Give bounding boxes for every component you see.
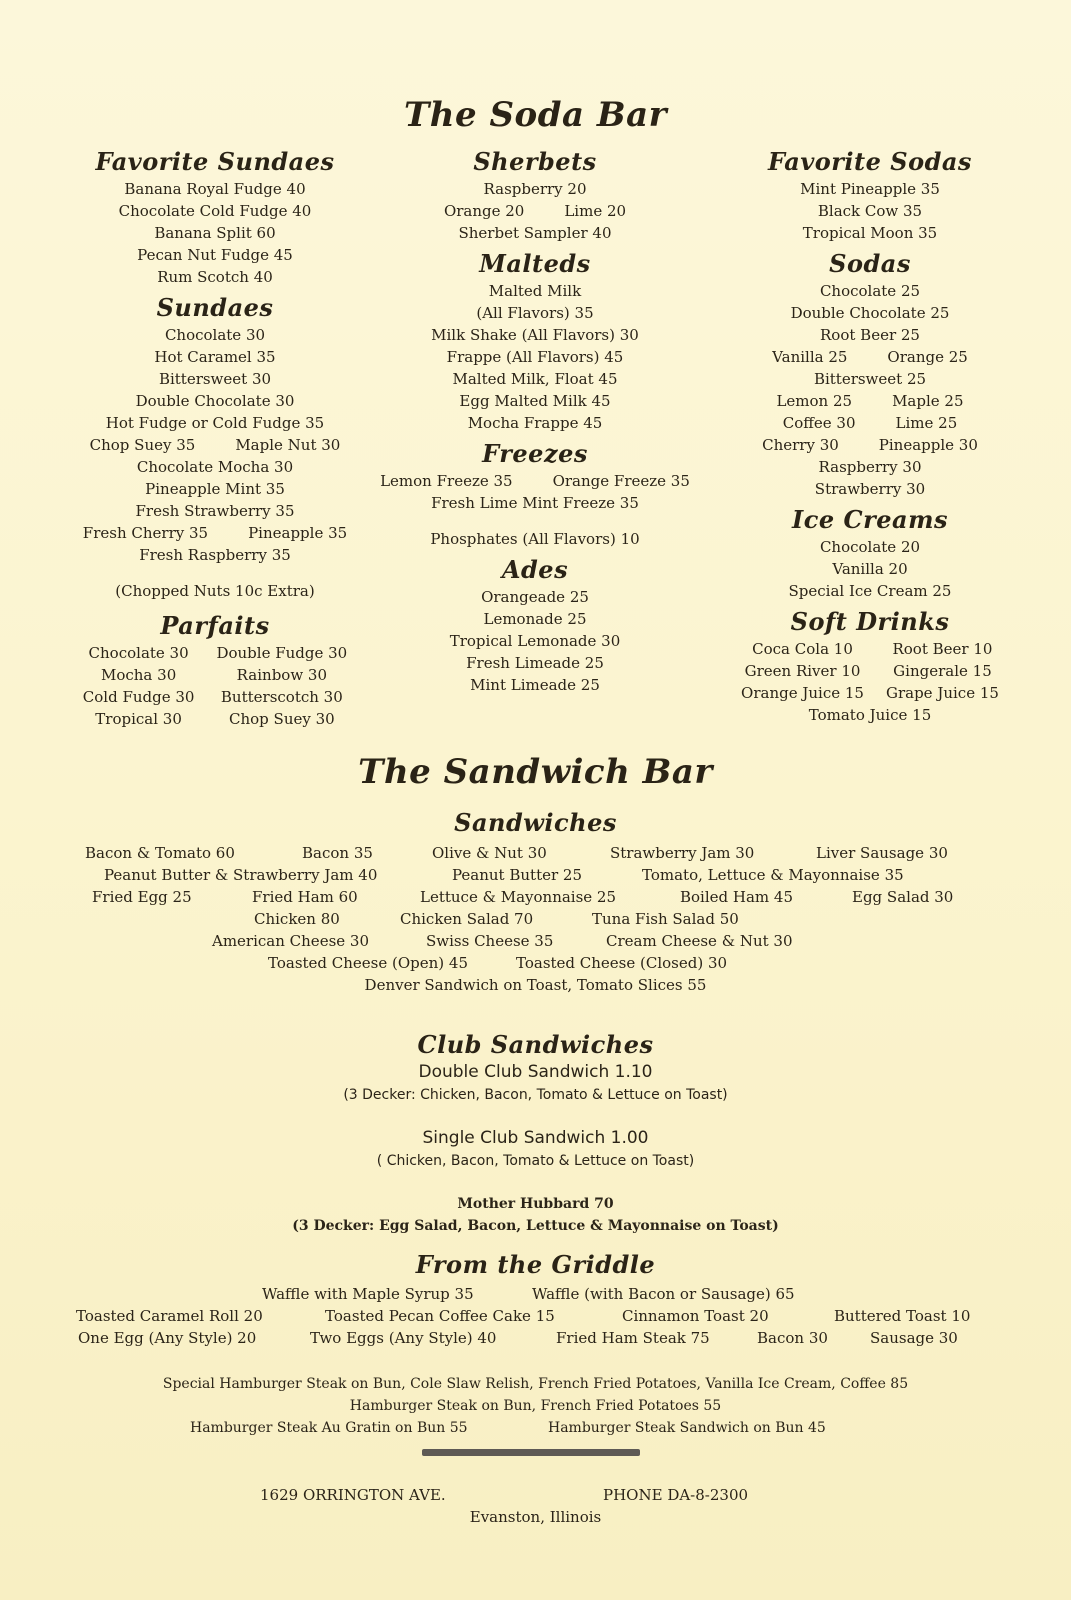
menu-item: Bacon 35 <box>302 844 373 862</box>
menu-item: Liver Sausage 30 <box>816 844 948 862</box>
menu-item: Fresh Strawberry 35 <box>135 502 295 520</box>
right-column <box>705 142 1035 726</box>
menu-item: Cold Fudge 30 <box>82 688 195 706</box>
menu-item: Pineapple Mint 35 <box>145 480 285 498</box>
menu-item: Egg Salad 30 <box>852 888 954 906</box>
parfaits-grid <box>55 642 375 730</box>
malteds-title: Malteds <box>479 249 591 278</box>
menu-item: Mint Pineapple 35 <box>800 180 940 198</box>
menu-item: Bittersweet 25 <box>813 370 927 388</box>
menu-item: Mint Limeade 25 <box>470 676 600 694</box>
menu-item: Bittersweet 30 <box>158 370 272 388</box>
address: 1629 ORRINGTON AVE. <box>260 1486 446 1504</box>
menu-item-pair <box>705 346 1035 368</box>
menu-item: Rum Scotch 40 <box>157 268 273 286</box>
menu-item: Chop Suey 35 <box>89 436 196 454</box>
menu-item: Peanut Butter 25 <box>452 866 582 884</box>
club-sandwiches-title: Club Sandwiches <box>417 1030 654 1059</box>
menu-item: Raspberry 30 <box>818 458 922 476</box>
menu-item: Lemon 25 <box>776 392 853 410</box>
menu-item: Chocolate 20 <box>819 538 921 556</box>
menu-item: Strawberry Jam 30 <box>610 844 755 862</box>
menu-item-description: (3 Decker: Chicken, Bacon, Tomato & Lettuce on Toast) <box>343 1087 728 1103</box>
menu-item: Lime 25 <box>895 414 958 432</box>
menu-item: Boiled Ham 45 <box>680 888 793 906</box>
menu-item: Single Club Sandwich 1.00 <box>422 1128 649 1148</box>
menu-item: Tropical 30 <box>95 710 182 728</box>
menu-item: Chicken 80 <box>254 910 340 928</box>
sandwich-bar-title: The Sandwich Bar <box>358 752 713 792</box>
menu-item: Milk Shake (All Flavors) 30 <box>431 326 639 344</box>
menu-item: Toasted Cheese (Closed) 30 <box>516 954 728 972</box>
menu-item: Lemonade 25 <box>483 610 587 628</box>
menu-item: Malted Milk <box>488 282 582 300</box>
menu-item: Malted Milk, Float 45 <box>452 370 618 388</box>
left-column <box>55 142 375 730</box>
menu-item: Toasted Cheese (Open) 45 <box>268 954 469 972</box>
menu-item: Hamburger Steak Sandwich on Bun 45 <box>548 1420 826 1436</box>
menu-item: Orangeade 25 <box>481 588 589 606</box>
griddle-title: From the Griddle <box>415 1250 656 1279</box>
middle-column <box>365 142 705 696</box>
menu-item: Double Fudge 30 <box>216 644 348 662</box>
menu-item: Coca Cola 10 <box>752 640 853 658</box>
menu-item: Orange Freeze 35 <box>552 472 690 490</box>
soft-drinks-grid <box>705 638 1035 704</box>
phosphates-item: Phosphates (All Flavors) 10 <box>430 530 640 548</box>
menu-item: American Cheese 30 <box>212 932 369 950</box>
menu-item: Chocolate Mocha 30 <box>136 458 294 476</box>
menu-item: Tropical Moon 35 <box>802 224 938 242</box>
menu-item: Fried Ham 60 <box>252 888 358 906</box>
menu-item: Pineapple 30 <box>878 436 978 454</box>
favorite-sundaes-title: Favorite Sundaes <box>95 147 335 176</box>
menu-item: Hamburger Steak on Bun, French Fried Potatoes 55 <box>349 1398 722 1414</box>
menu-item: Black Cow 35 <box>817 202 923 220</box>
menu-item: Chop Suey 30 <box>229 710 335 728</box>
menu-item-pair <box>705 434 1035 456</box>
menu-item: Frappe (All Flavors) 45 <box>446 348 624 366</box>
menu-item: Hot Fudge or Cold Fudge 35 <box>105 414 325 432</box>
soda-bar-title: The Soda Bar <box>403 95 668 135</box>
menu-item: Chocolate 30 <box>88 644 189 662</box>
menu-item: Gingerale 15 <box>893 662 992 680</box>
ades-title: Ades <box>501 555 569 584</box>
menu-item: Cinnamon Toast 20 <box>622 1307 769 1325</box>
menu-item: Cream Cheese & Nut 30 <box>606 932 793 950</box>
menu-item: (All Flavors) 35 <box>476 304 594 322</box>
menu-item: Root Beer 10 <box>892 640 993 658</box>
menu-item: Sausage 30 <box>870 1329 958 1347</box>
menu-item: Banana Royal Fudge 40 <box>124 180 306 198</box>
menu-item-pair <box>55 522 375 544</box>
menu-item: Hot Caramel 35 <box>154 348 276 366</box>
menu-item: Orange 25 <box>887 348 968 366</box>
menu-item: Lemon Freeze 35 <box>380 472 513 490</box>
city: Evanston, Illinois <box>469 1508 602 1526</box>
sodas-title: Sodas <box>829 249 911 278</box>
menu-item: Root Beer 25 <box>820 326 920 344</box>
menu-item: Pecan Nut Fudge 45 <box>137 246 293 264</box>
menu-item: Bacon 30 <box>757 1329 828 1347</box>
menu-item: Coffee 30 <box>782 414 856 432</box>
menu-item: Double Chocolate 25 <box>790 304 950 322</box>
menu-item: Pineapple 35 <box>248 524 348 542</box>
menu-item-description: ( Chicken, Bacon, Tomato & Lettuce on Toast) <box>376 1153 695 1169</box>
menu-item: Special Ice Cream 25 <box>788 582 952 600</box>
phone: PHONE DA-8-2300 <box>603 1486 749 1504</box>
menu-item: Orange Juice 15 <box>741 684 864 702</box>
menu-item: Fresh Raspberry 35 <box>139 546 291 564</box>
ice-creams-title: Ice Creams <box>792 505 948 534</box>
menu-item: Tuna Fish Salad 50 <box>592 910 739 928</box>
menu-item: Banana Split 60 <box>154 224 276 242</box>
menu-item: Fresh Lime Mint Freeze 35 <box>431 494 639 512</box>
menu-item: Toasted Caramel Roll 20 <box>76 1307 263 1325</box>
menu-item: Vanilla 20 <box>832 560 908 578</box>
menu-item: Fresh Limeade 25 <box>466 654 604 672</box>
menu-item: Tropical Lemonade 30 <box>449 632 621 650</box>
menu-item: Waffle with Maple Syrup 35 <box>262 1285 474 1303</box>
menu-item: Sherbet Sampler 40 <box>458 224 612 242</box>
menu-item-pair <box>365 200 705 222</box>
sherbets-title: Sherbets <box>473 147 597 176</box>
menu-item: Swiss Cheese 35 <box>426 932 554 950</box>
menu-item-description: (3 Decker: Egg Salad, Bacon, Lettuce & Mayonnaise on Toast) <box>292 1218 779 1234</box>
menu-item-pair <box>705 412 1035 434</box>
menu-item: Chocolate 30 <box>164 326 266 344</box>
sundaes-title: Sundaes <box>156 293 274 322</box>
parfaits-title: Parfaits <box>160 611 270 640</box>
menu-item: Chocolate 25 <box>819 282 921 300</box>
menu-item: Buttered Toast 10 <box>834 1307 971 1325</box>
menu-item: Grape Juice 15 <box>885 684 999 702</box>
sundaes-note: (Chopped Nuts 10c Extra) <box>115 582 315 600</box>
menu-item: Tomato Juice 15 <box>808 706 932 724</box>
menu-item: Raspberry 20 <box>483 180 587 198</box>
menu-item: Two Eggs (Any Style) 40 <box>310 1329 497 1347</box>
menu-item: Double Chocolate 30 <box>135 392 295 410</box>
menu-item: Maple Nut 30 <box>235 436 341 454</box>
menu-item: Orange 20 <box>443 202 525 220</box>
favorite-sodas-title: Favorite Sodas <box>768 147 972 176</box>
menu-item: Fresh Cherry 35 <box>82 524 209 542</box>
menu-item: Maple 25 <box>892 392 964 410</box>
menu-item: Toasted Pecan Coffee Cake 15 <box>325 1307 555 1325</box>
menu-item: Butterscotch 30 <box>220 688 343 706</box>
menu-item: Cherry 30 <box>762 436 839 454</box>
menu-item: Mother Hubbard 70 <box>457 1196 614 1212</box>
menu-item: Waffle (with Bacon or Sausage) 65 <box>532 1285 795 1303</box>
menu-item: Denver Sandwich on Toast, Tomato Slices 55 <box>364 976 707 994</box>
menu-item: Fried Egg 25 <box>92 888 192 906</box>
menu-item-pair <box>55 434 375 456</box>
menu-item: Tomato, Lettuce & Mayonnaise 35 <box>642 866 904 884</box>
menu-item: Rainbow 30 <box>236 666 328 684</box>
menu-item: Strawberry 30 <box>814 480 926 498</box>
menu-item: Chicken Salad 70 <box>400 910 534 928</box>
freezes-title: Freezes <box>482 439 588 468</box>
menu-item: Double Club Sandwich 1.10 <box>418 1062 653 1082</box>
sandwiches-title: Sandwiches <box>454 808 617 837</box>
divider-bar <box>422 1449 640 1456</box>
menu-item: Peanut Butter & Strawberry Jam 40 <box>104 866 378 884</box>
menu-item: Special Hamburger Steak on Bun, Cole Slaw Relish, French Fried Potatoes, Vanilla Ice Cream, Coffee 85 <box>162 1376 909 1392</box>
menu-item: Egg Malted Milk 45 <box>459 392 611 410</box>
menu-item: Mocha 30 <box>100 666 177 684</box>
menu-item: Lime 20 <box>564 202 627 220</box>
menu-item: Mocha Frappe 45 <box>467 414 603 432</box>
menu-item: Vanilla 25 <box>772 348 848 366</box>
menu-item-pair <box>365 470 705 492</box>
menu-item: One Egg (Any Style) 20 <box>78 1329 257 1347</box>
menu-item-pair <box>705 390 1035 412</box>
menu-item: Chocolate Cold Fudge 40 <box>118 202 312 220</box>
menu-item: Lettuce & Mayonnaise 25 <box>420 888 617 906</box>
menu-item: Bacon & Tomato 60 <box>85 844 235 862</box>
menu-item: Green River 10 <box>744 662 861 680</box>
menu-item: Hamburger Steak Au Gratin on Bun 55 <box>190 1420 468 1436</box>
soft-drinks-title: Soft Drinks <box>790 607 950 636</box>
menu-item: Fried Ham Steak 75 <box>556 1329 710 1347</box>
menu-item: Olive & Nut 30 <box>432 844 547 862</box>
